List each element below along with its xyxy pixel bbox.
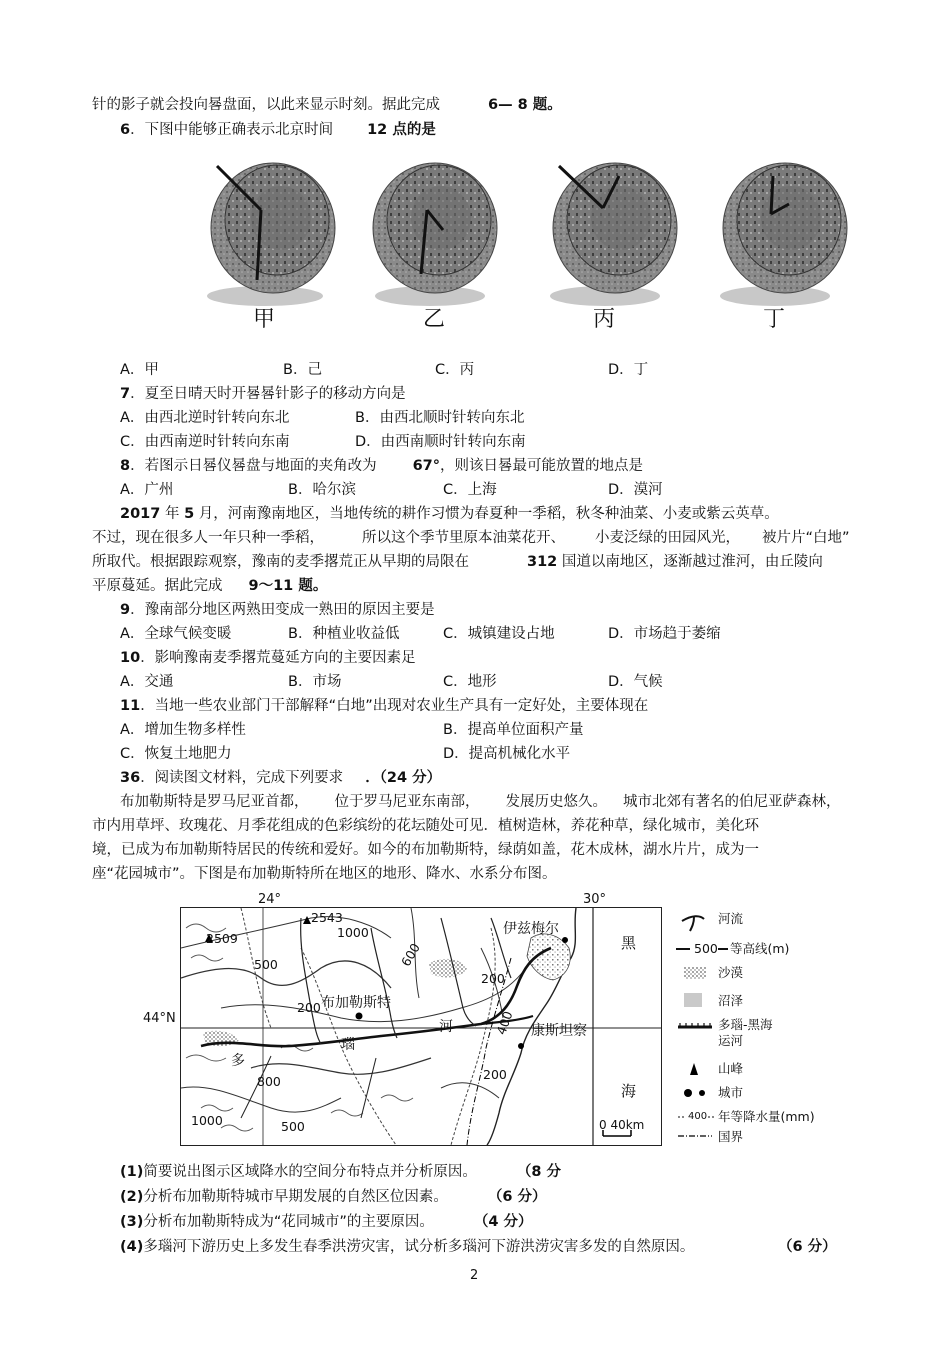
q7-option-a[interactable]: A．由西北逆时针转向东北 xyxy=(120,410,290,426)
sub-question-text: 多瑙河下游历史上多发生春季洪涝灾害，试分析多瑙河下游洪涝灾害多发的自然原因。 xyxy=(143,1239,695,1255)
q11-option-c[interactable]: C．恢复土地肥力 xyxy=(120,746,232,762)
sub-question-3 xyxy=(120,1212,533,1232)
sub-question-2 xyxy=(120,1187,546,1207)
sundial-illustrations xyxy=(195,148,855,348)
contour-label: 400 xyxy=(493,1009,516,1037)
question-range: 9～11 题。 xyxy=(248,578,328,594)
question-text-rest: ，则该日晷最可能放置的地点是 xyxy=(440,458,644,474)
passage2-line3 xyxy=(92,552,823,572)
sundial-bing xyxy=(550,163,677,306)
sea-label-sea: 海 xyxy=(621,1082,637,1100)
question-text: ．当地一些农业部门干部解释“白地”出现对农业生产具有一定好处，主要体现在 xyxy=(140,698,649,714)
passage-text: 被片片“白地” xyxy=(762,530,850,546)
sundial-label-bing: 丙 xyxy=(593,307,616,332)
bucharest-map xyxy=(180,907,662,1146)
q10-option-b[interactable]: B．市场 xyxy=(288,674,342,690)
legend-contour: 等高线(m) xyxy=(730,941,790,956)
question-text: ．影响豫南麦季撂荒蔓延方向的主要因素足 xyxy=(140,650,416,666)
q8-option-a[interactable]: A．广州 xyxy=(120,482,174,498)
legend-desert: 沙漠 xyxy=(718,965,744,980)
q9-option-a[interactable]: A．全球气候变暖 xyxy=(120,626,232,642)
q7-option-d[interactable]: D．由西南顺时针转向东南 xyxy=(355,434,526,450)
q10-option-c[interactable]: C．地形 xyxy=(443,674,497,690)
sub-question-text: 简要说出图示区域降水的空间分布特点并分析原因。 xyxy=(143,1164,477,1180)
question-score: ．（24 分） xyxy=(365,770,442,786)
q8-option-d[interactable]: D．漠河 xyxy=(608,482,663,498)
passage-text: 月，河南豫南地区，当地传统的耕作习惯为春夏种一季稻，秋冬种油菜、小麦或紫云英草。 xyxy=(198,506,779,522)
peak-2509: 2509 xyxy=(206,931,238,946)
contour-label: 600 xyxy=(398,940,423,969)
q9-option-b[interactable]: B．种植业收益低 xyxy=(288,626,400,642)
q7-option-c[interactable]: C．由西南逆时针转向东南 xyxy=(120,434,290,450)
question-angle: 67° xyxy=(412,458,441,474)
sub-question-label: (4) xyxy=(120,1239,144,1255)
legend-marsh: 沼泽 xyxy=(718,993,744,1008)
q11-option-d[interactable]: D．提高机械化水平 xyxy=(443,746,571,762)
question-text: ．下图中能够正确表示北京时间 xyxy=(130,122,334,138)
year: 2017 xyxy=(120,506,161,522)
sundial-label-jia: 甲 xyxy=(253,307,276,332)
sub-question-1 xyxy=(120,1162,561,1182)
contour-label: 200 xyxy=(297,1000,321,1015)
question-text: ．阅读图文材料，完成下列要求 xyxy=(140,770,344,786)
sub-question-label: (3) xyxy=(120,1214,144,1230)
question-number: 11 xyxy=(120,698,141,714)
sundial-jia xyxy=(207,163,335,306)
question-text: ．豫南部分地区两熟田变成一熟田的原因主要是 xyxy=(130,602,435,618)
sea-label-black: 黑 xyxy=(621,934,637,952)
passage-text: 城市北郊有著名的伯尼亚萨森林， xyxy=(623,794,841,810)
map-longitude-30: 30° xyxy=(583,892,607,907)
question-number: 10 xyxy=(120,650,141,666)
question-8 xyxy=(120,456,643,476)
q9-option-d[interactable]: D．市场趋于萎缩 xyxy=(608,626,721,642)
river-label-duo: 多 xyxy=(231,1053,245,1069)
question-time: 12 点的是 xyxy=(367,122,436,138)
sub-question-score: （4 分） xyxy=(473,1214,533,1230)
passage-text: 所以这个季节里原本油菜花开、 xyxy=(362,530,565,546)
river-label-nao: 瑙 xyxy=(341,1037,355,1053)
map-drawing xyxy=(181,908,661,1145)
passage3-line1 xyxy=(120,792,841,812)
q11-option-a[interactable]: A．增加生物多样性 xyxy=(120,722,246,738)
map-longitude-24: 24° xyxy=(258,892,282,907)
year-unit: 年 xyxy=(164,506,180,522)
question-7 xyxy=(120,384,406,404)
legend-river: 河流 xyxy=(718,911,744,926)
question-9 xyxy=(120,600,435,620)
sundial-label-ding: 丁 xyxy=(763,307,786,332)
sub-question-score: （6 分） xyxy=(487,1189,547,1205)
sundial-yi xyxy=(373,163,497,306)
passage-text: 发展历史悠久。 xyxy=(505,794,607,810)
q10-option-d[interactable]: D．气候 xyxy=(608,674,663,690)
question-number: 7 xyxy=(120,386,131,402)
intro-text: 针的影子就会投向晷盘面，以此来显示时刻。据此完成 xyxy=(92,97,440,113)
legend-canal-1: 多瑙-黑海 xyxy=(718,1017,773,1032)
river-label-he: 河 xyxy=(439,1019,453,1035)
intro-line xyxy=(92,95,562,115)
question-text: ．若图示日晷仪晷盘与地面的夹角改为 xyxy=(130,458,377,474)
contour-label: 500 xyxy=(254,957,278,972)
contour-label: 1000 xyxy=(191,1113,223,1128)
q6-option-d[interactable]: D．丁 xyxy=(608,362,649,378)
q7-option-b[interactable]: B．由西北顺时针转向东北 xyxy=(355,410,525,426)
city-izmail: 伊兹梅尔 xyxy=(503,921,559,937)
map-latitude-44: 44°N xyxy=(143,1011,176,1026)
passage2-line1 xyxy=(120,504,779,524)
legend-city: 城市 xyxy=(718,1085,744,1100)
q10-option-a[interactable]: A．交通 xyxy=(120,674,174,690)
legend-precip: 年等降水量(mm) xyxy=(718,1109,815,1124)
sub-question-4 xyxy=(120,1237,694,1257)
sub-question-text: 分析布加勒斯特成为“花同城市”的主要原因。 xyxy=(143,1214,434,1230)
sundial-ding xyxy=(720,163,847,306)
legend-canal-2: 运河 xyxy=(718,1033,744,1048)
q6-option-b[interactable]: B．己 xyxy=(283,362,322,378)
scale-label: 0 40km xyxy=(599,1118,645,1132)
question-number: 8 xyxy=(120,458,131,474)
legend-precip-value: 400 xyxy=(688,1111,708,1122)
sub-question-4-score: （6 分） xyxy=(778,1239,837,1255)
city-constanta: 康斯坦察 xyxy=(531,1023,587,1039)
legend-border: 国界 xyxy=(718,1129,744,1144)
contour-label: 200 xyxy=(483,1067,507,1082)
page-number: 2 xyxy=(470,1268,479,1283)
passage-text: 不过，现在很多人一年只种一季稻， xyxy=(92,530,324,546)
intro-range: 6— 8 题。 xyxy=(488,97,562,113)
sundial-label-yi: 乙 xyxy=(423,307,446,332)
sub-question-label: (1) xyxy=(120,1164,144,1180)
sub-question-label: (2) xyxy=(120,1189,144,1205)
question-number: 9 xyxy=(120,602,131,618)
passage-text: 所取代。根据跟踪观察，豫南的麦季撂荒正从早期的局限在 xyxy=(92,554,469,570)
legend-peak: 山峰 xyxy=(718,1061,744,1076)
passage-text: 布加勒斯特是罗马尼亚首都， xyxy=(120,794,309,810)
passage2-line2 xyxy=(92,528,850,548)
question-number: 6 xyxy=(120,122,131,138)
contour-label: 500 xyxy=(281,1119,305,1134)
legend-contour-value: 500 xyxy=(694,941,718,956)
sundial-figure xyxy=(195,148,855,348)
question-number: 36 xyxy=(120,770,141,786)
passage-text: 平原蔓延。据此完成 xyxy=(92,578,223,594)
passage2-line4 xyxy=(92,576,327,596)
passage3-line4: 座“花园城市”。下图是布加勒斯特所在地区的地形、降水、水系分布图。 xyxy=(92,866,557,882)
question-36 xyxy=(120,768,441,788)
q11-option-b[interactable]: B．提高单位面积产量 xyxy=(443,722,584,738)
question-10 xyxy=(120,648,416,668)
city-bucharest: 布加勒斯特 xyxy=(321,995,391,1011)
month: 5 xyxy=(184,506,195,522)
passage3-line3: 境，已成为布加勒斯特居民的传统和爱好。如今的布加勒斯特，绿荫如盖，花木成林，湖水片片，成为一 xyxy=(92,842,759,858)
passage-text: 小麦泛绿的田园风光， xyxy=(595,530,740,546)
question-6 xyxy=(120,120,436,140)
question-11 xyxy=(120,696,648,716)
passage-text: 位于罗马尼亚东南部， xyxy=(334,794,480,810)
road-number: 312 xyxy=(527,554,558,570)
sub-question-text: 分析布加勒斯特城市早期发展的自然区位因素。 xyxy=(143,1189,448,1205)
sub-question-score: （8 分 xyxy=(516,1164,561,1180)
q6-option-c[interactable]: C．丙 xyxy=(435,362,475,378)
question-text: ．夏至日晴天时开晷晷针影子的移动方向是 xyxy=(130,386,406,402)
q6-option-a[interactable]: A．甲 xyxy=(120,362,159,378)
peak-2543: 2543 xyxy=(311,910,343,925)
contour-label: 200 xyxy=(481,971,505,986)
q8-option-c[interactable]: C．上海 xyxy=(443,482,497,498)
map-legend xyxy=(672,907,842,1147)
passage3-line2: 市内用草坪、玫瑰花、月季花组成的色彩缤纷的花坛随处可见．植树造林，养花种草，绿化城市，美化环 xyxy=(92,818,759,834)
passage-text: 国道以南地区，逐渐越过淮河，由丘陵向 xyxy=(561,554,823,570)
contour-label: 1000 xyxy=(337,925,369,940)
contour-label: 800 xyxy=(257,1074,281,1089)
q8-option-b[interactable]: B．哈尔滨 xyxy=(288,482,356,498)
q9-option-c[interactable]: C．城镇建设占地 xyxy=(443,626,555,642)
